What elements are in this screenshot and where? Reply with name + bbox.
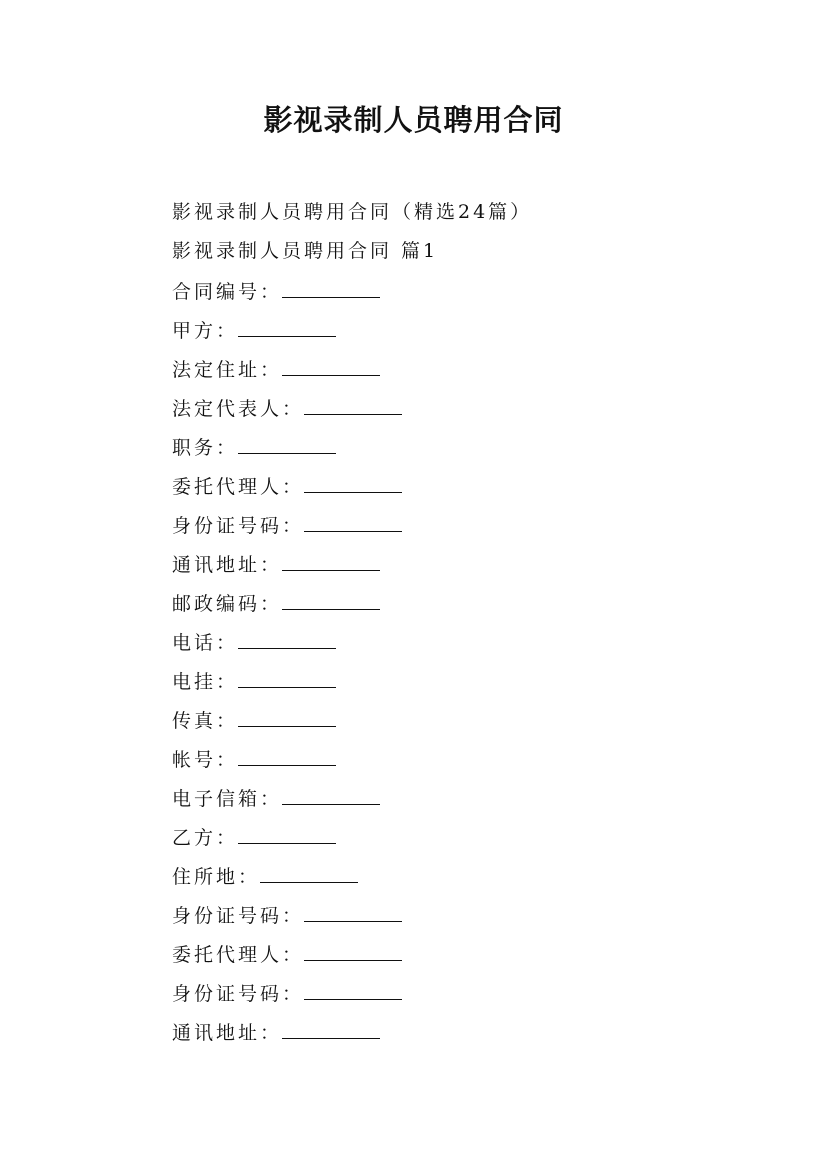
field-label: 乙方：	[172, 827, 239, 849]
field-label: 合同编号：	[172, 281, 283, 303]
blank-underline	[282, 778, 380, 805]
field-line	[172, 349, 772, 388]
field-line	[172, 427, 772, 466]
field-label: 法定住址：	[172, 359, 283, 381]
field-line	[172, 778, 772, 817]
field-line	[172, 388, 772, 427]
field-label: 传真：	[172, 710, 239, 732]
field-label: 甲方：	[172, 320, 239, 342]
document-title: 影视录制人员聘用合同	[263, 103, 564, 137]
field-line	[172, 583, 772, 622]
field-line	[172, 700, 772, 739]
field-line	[172, 505, 772, 544]
field-line	[172, 544, 772, 583]
field-label: 邮政编码：	[172, 593, 283, 615]
field-line	[172, 622, 772, 661]
blank-underline	[304, 934, 402, 961]
field-line	[172, 739, 772, 778]
blank-underline	[238, 817, 336, 844]
field-line	[172, 895, 772, 934]
field-label: 电子信箱：	[172, 788, 283, 810]
section-heading: 影视录制人员聘用合同 篇1	[172, 240, 439, 262]
blank-underline	[282, 544, 380, 571]
field-line	[172, 934, 772, 973]
blank-underline	[304, 895, 402, 922]
field-label: 电话：	[172, 632, 239, 654]
field-line	[172, 466, 772, 505]
blank-underline	[282, 1012, 380, 1039]
field-line	[172, 856, 772, 895]
blank-underline	[238, 700, 336, 727]
field-label: 职务：	[172, 437, 239, 459]
blank-underline	[282, 271, 380, 298]
blank-underline	[282, 583, 380, 610]
field-line	[172, 271, 772, 310]
field-label: 通讯地址：	[172, 1022, 283, 1044]
blank-underline	[304, 505, 402, 532]
field-label: 通讯地址：	[172, 554, 283, 576]
blank-underline	[238, 739, 336, 766]
field-label: 帐号：	[172, 749, 239, 771]
field-label: 身份证号码：	[172, 905, 305, 927]
blank-underline	[304, 388, 402, 415]
field-label: 委托代理人：	[172, 476, 305, 498]
field-label: 电挂：	[172, 671, 239, 693]
blank-underline	[260, 856, 358, 883]
field-label: 身份证号码：	[172, 983, 305, 1005]
document-body	[172, 193, 772, 1051]
blank-underline	[304, 973, 402, 1000]
field-line	[172, 973, 772, 1012]
field-line	[172, 661, 772, 700]
blank-underline	[282, 349, 380, 376]
blank-underline	[304, 466, 402, 493]
document-subtitle: 影视录制人员聘用合同（精选24篇）	[172, 201, 533, 223]
blank-underline	[238, 661, 336, 688]
blank-underline	[238, 622, 336, 649]
field-line	[172, 310, 772, 349]
field-label: 法定代表人：	[172, 398, 305, 420]
field-label: 住所地：	[172, 866, 261, 888]
field-line	[172, 1012, 772, 1051]
field-label: 委托代理人：	[172, 944, 305, 966]
blank-underline	[238, 427, 336, 454]
field-line	[172, 817, 772, 856]
blank-underline	[238, 310, 336, 337]
field-label: 身份证号码：	[172, 515, 305, 537]
